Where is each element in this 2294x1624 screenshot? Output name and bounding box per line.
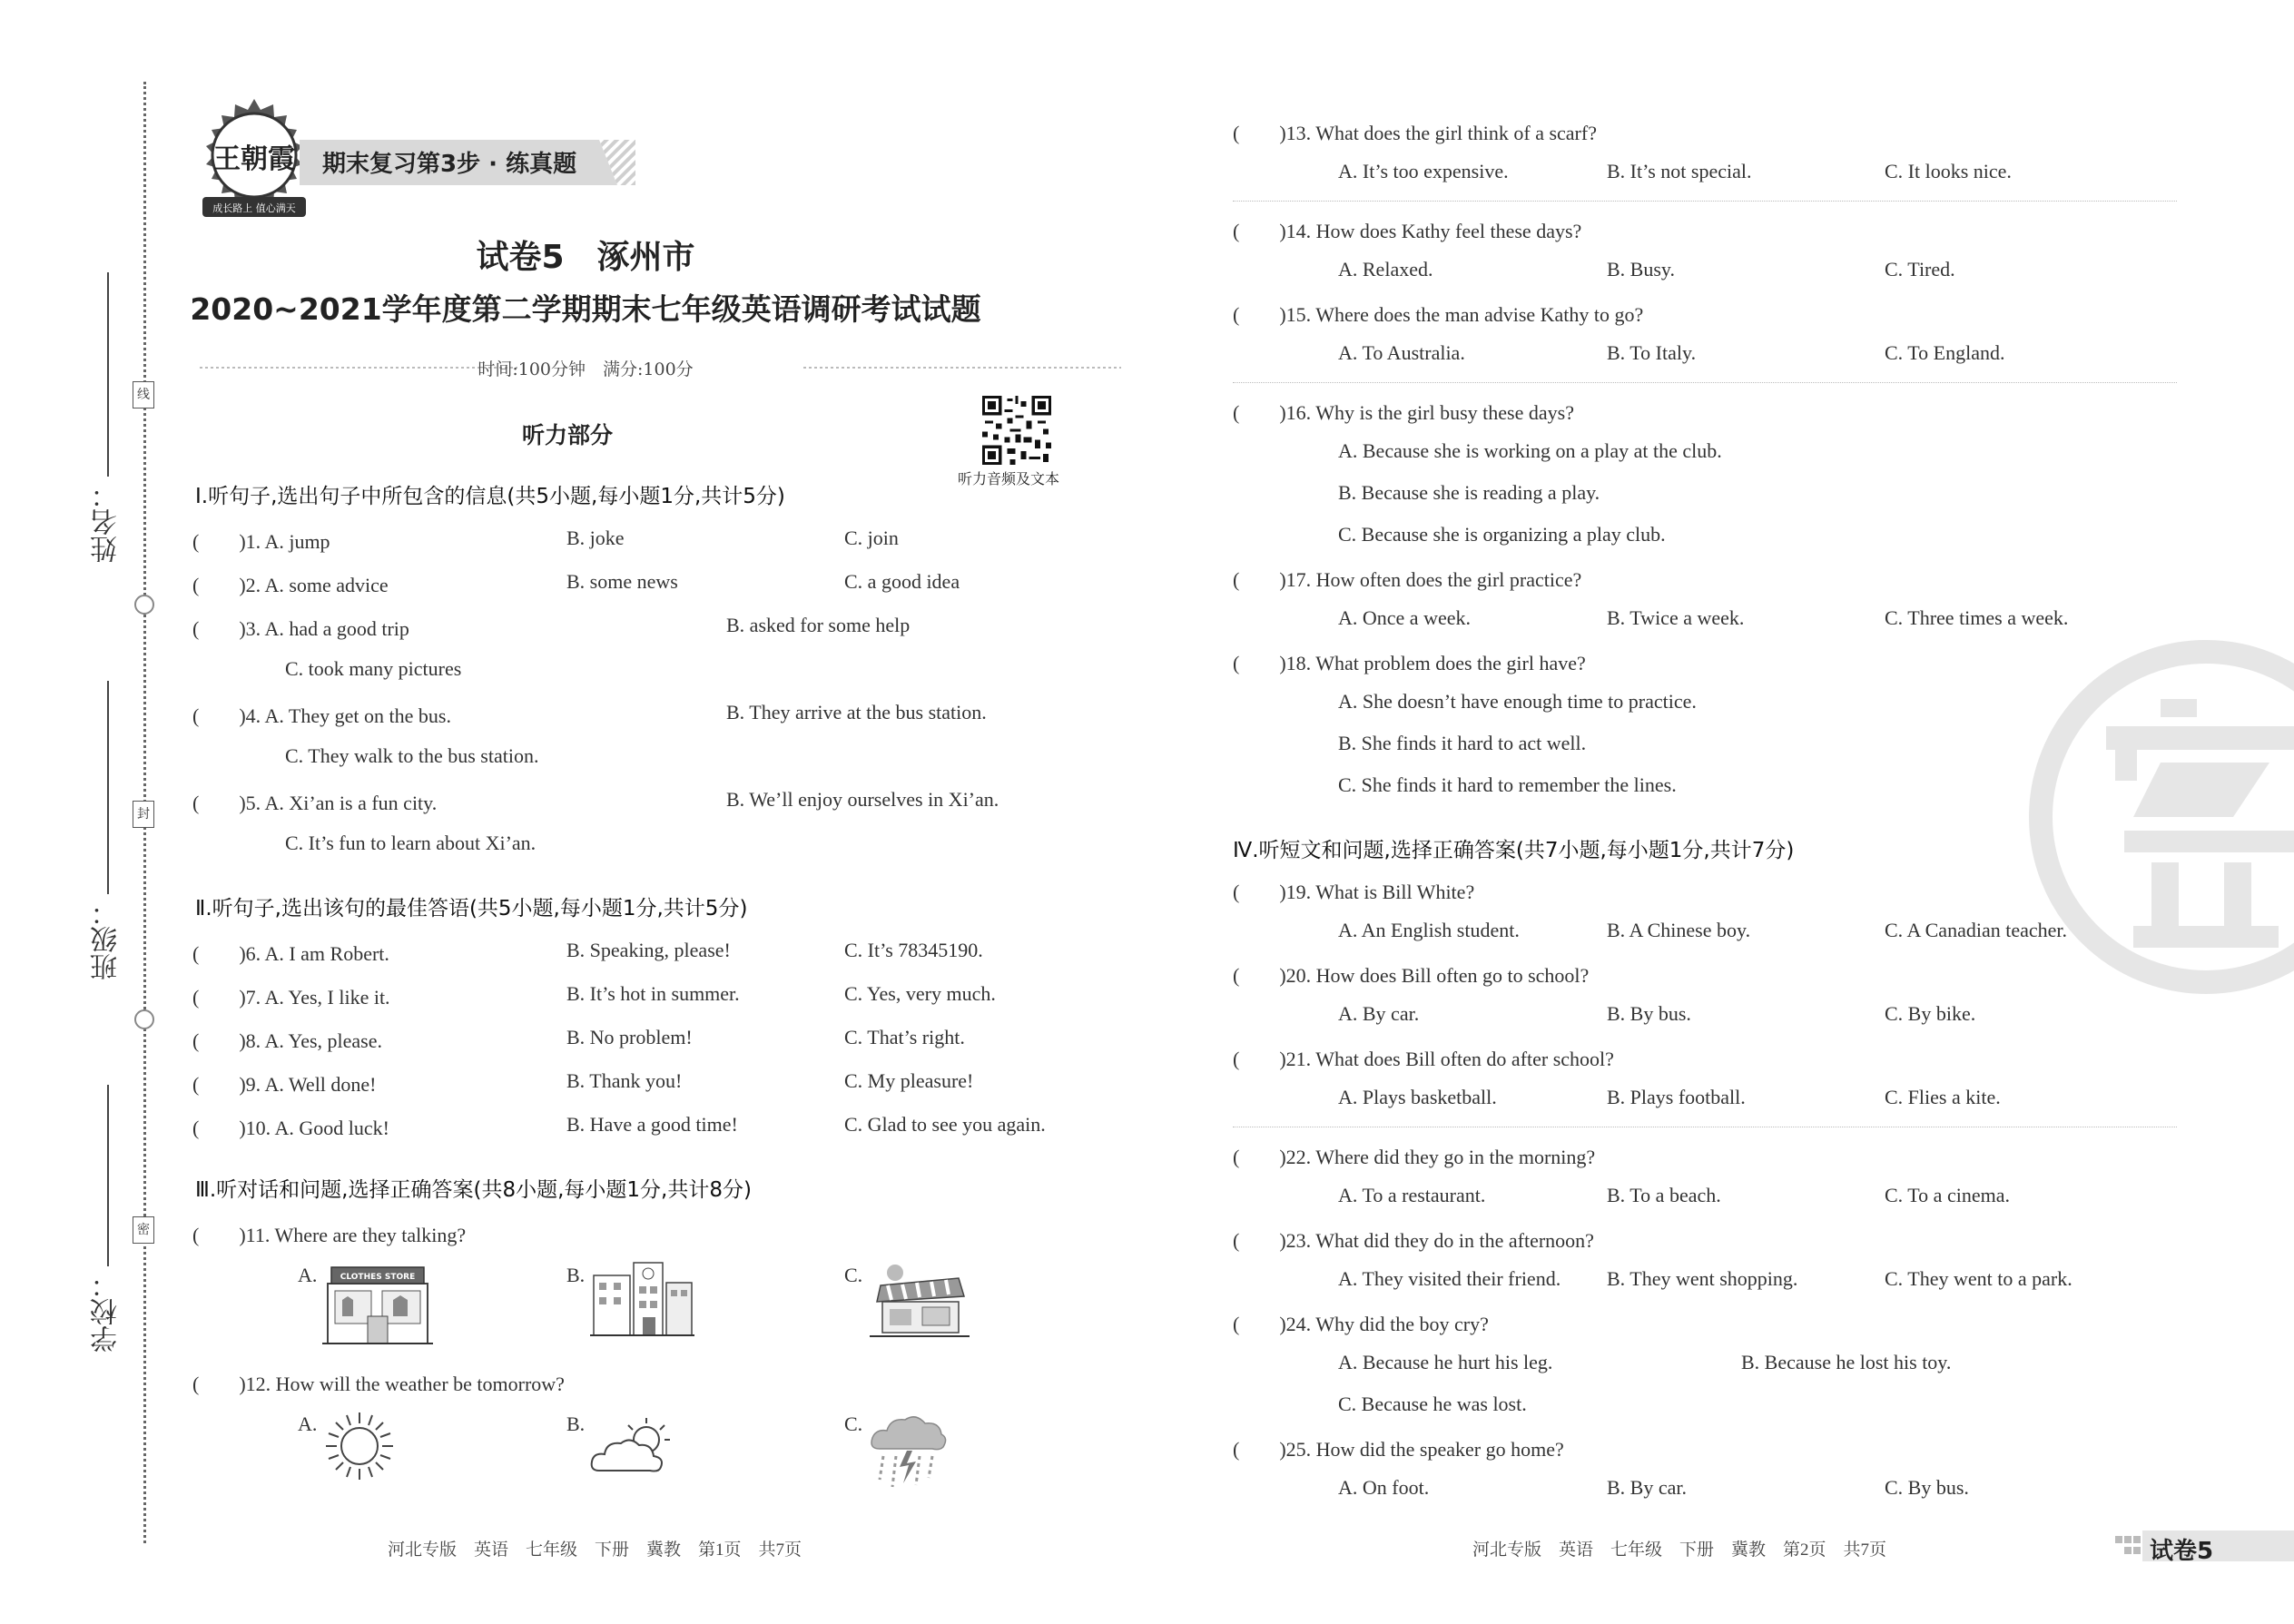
question-9: ( )9. A. Well done! (192, 1073, 377, 1096)
question-16: ( )16. Why is the girl busy these days? (1233, 401, 1574, 424)
q15-option-b: B. To Italy. (1607, 341, 1697, 364)
section-4-heading: Ⅳ.听短文和问题,选择正确答案(共7小题,每小题1分,共计7分) (1233, 839, 1795, 862)
q9-option-b: B. Thank you! (566, 1069, 683, 1092)
qr-caption: 听力音频及文本 (958, 470, 1060, 487)
paper-tag: 试卷5 (2150, 1538, 2214, 1565)
q3-option-c: C. took many pictures (285, 657, 462, 680)
q1-option-c: C. join (844, 527, 899, 549)
q19-option-c: C. A Canadian teacher. (1885, 919, 2067, 941)
q17-option-b: B. Twice a week. (1607, 606, 1745, 629)
q15-option-c: C. To England. (1885, 341, 2005, 364)
q25-option-c: C. By bus. (1885, 1476, 1969, 1499)
q4-option-b: B. They arrive at the bus station. (726, 701, 987, 723)
question-25: ( )25. How did the speaker go home? (1233, 1438, 1564, 1461)
question-23: ( )23. What did they do in the afternoon? (1233, 1229, 1594, 1252)
q23-option-b: B. They went shopping. (1607, 1267, 1798, 1290)
question-13: ( )13. What does the girl think of a scarf? (1233, 122, 1597, 144)
q15-option-a: A. To Australia. (1338, 341, 1465, 364)
question-12: ( )12. How will the weather be tomorrow? (192, 1373, 565, 1395)
divider (1233, 382, 2177, 383)
confidential-seal-watermark-icon (2024, 635, 2294, 999)
question-21: ( )21. What does Bill often do after school? (1233, 1048, 1614, 1070)
margin-hole-icon (134, 595, 154, 615)
q18-option-b: B. She finds it hard to act well. (1338, 732, 1587, 754)
paper-title: 试卷5 涿州市 (476, 239, 695, 276)
q18-option-a: A. She doesn’t have enough time to practice. (1338, 690, 1697, 713)
class-field[interactable] (107, 681, 109, 894)
question-10: ( )10. A. Good luck! (192, 1117, 389, 1139)
q16-option-b: B. Because she is reading a play. (1338, 481, 1600, 504)
divider (1233, 201, 2177, 202)
section-2-heading: Ⅱ.听句子,选出该句的最佳答语(共5小题,每小题1分,共计5分) (195, 897, 748, 920)
q14-option-a: A. Relaxed. (1338, 258, 1433, 281)
class-label: 班级： (91, 899, 123, 980)
question-2: ( )2. A. some advice (192, 574, 389, 596)
logo-ribbon: 成长路上 值心满天 (212, 202, 296, 214)
question-20: ( )20. How does Bill often go to school? (1233, 964, 1590, 987)
question-14: ( )14. How does Kathy feel these days? (1233, 220, 1582, 242)
q2-option-b: B. some news (566, 570, 678, 593)
paper-subtitle: 2020~2021学年度第二学期期末七年级英语调研考试试题 (190, 291, 981, 327)
q10-option-b: B. Have a good time! (566, 1113, 738, 1136)
question-8: ( )8. A. Yes, please. (192, 1029, 382, 1052)
q13-option-a: A. It’s too expensive. (1338, 160, 1509, 182)
school-field[interactable] (107, 1085, 109, 1266)
question-22: ( )22. Where did they go in the morning? (1233, 1146, 1596, 1168)
q20-option-a: A. By car. (1338, 1002, 1420, 1025)
question-15: ( )15. Where does the man advise Kathy to go? (1233, 303, 1644, 326)
section-3-heading: Ⅲ.听对话和问题,选择正确答案(共8小题,每小题1分,共计8分) (195, 1178, 752, 1202)
qr-code-icon[interactable] (982, 396, 1051, 465)
clothes-store-icon (322, 1264, 433, 1347)
question-24: ( )24. Why did the boy cry? (1233, 1313, 1489, 1335)
q7-option-b: B. It’s hot in summer. (566, 982, 740, 1005)
q12-option-a: A. (298, 1412, 318, 1435)
listening-heading: 听力部分 (521, 422, 613, 448)
q4-option-c: C. They walk to the bus station. (285, 744, 539, 767)
q13-option-b: B. It’s not special. (1607, 160, 1752, 182)
question-7: ( )7. A. Yes, I like it. (192, 986, 390, 1009)
q7-option-c: C. Yes, very much. (844, 982, 996, 1005)
question-3: ( )3. A. had a good trip (192, 617, 409, 640)
q14-option-c: C. Tired. (1885, 258, 1955, 281)
q19-option-b: B. A Chinese boy. (1607, 919, 1751, 941)
q12-option-c: C. (844, 1412, 863, 1435)
q11-option-a: A. (298, 1264, 318, 1286)
margin-hole-icon (134, 1009, 154, 1029)
q11-option-c: C. (844, 1264, 863, 1286)
q19-option-a: A. An English student. (1338, 919, 1520, 941)
q6-option-b: B. Speaking, please! (566, 939, 731, 961)
question-11: ( )11. Where are they talking? (192, 1224, 467, 1246)
section-1-heading: Ⅰ.听句子,选出句子中所包含的信息(共5小题,每小题1分,共计5分) (195, 485, 785, 508)
q21-option-b: B. Plays football. (1607, 1086, 1746, 1108)
q18-option-c: C. She finds it hard to remember the lines. (1338, 773, 1677, 796)
q5-option-b: B. We’ll enjoy ourselves in Xi’an. (726, 788, 999, 811)
q9-option-c: C. My pleasure! (844, 1069, 974, 1092)
rainy-storm-icon (867, 1409, 949, 1491)
q22-option-c: C. To a cinema. (1885, 1184, 2010, 1206)
q24-option-b: B. Because he lost his toy. (1741, 1351, 1952, 1373)
q25-option-a: A. On foot. (1338, 1476, 1430, 1499)
q23-option-a: A. They visited their friend. (1338, 1267, 1561, 1290)
logo-text: 王朝霞 (213, 143, 295, 175)
q17-option-a: A. Once a week. (1338, 606, 1471, 629)
question-5: ( )5. A. Xi’an is a fun city. (192, 792, 438, 814)
sunny-icon (322, 1409, 397, 1483)
q24-option-a: A. Because he hurt his leg. (1338, 1351, 1553, 1373)
q11-option-b: B. (566, 1264, 586, 1286)
cloudy-icon (588, 1416, 679, 1480)
market-stall-icon (870, 1262, 970, 1345)
question-1: ( )1. A. jump (192, 530, 330, 553)
q10-option-c: C. Glad to see you again. (844, 1113, 1046, 1136)
q2-option-c: C. a good idea (844, 570, 960, 593)
q1-option-b: B. joke (566, 527, 625, 549)
q5-option-c: C. It’s fun to learn about Xi’an. (285, 832, 537, 854)
question-4: ( )4. A. They get on the bus. (192, 704, 451, 727)
q16-option-c: C. Because she is organizing a play club. (1338, 523, 1666, 546)
seal-char-feng: 封 (133, 801, 154, 828)
q20-option-b: B. By bus. (1607, 1002, 1691, 1025)
q14-option-b: B. Busy. (1607, 258, 1675, 281)
question-6: ( )6. A. I am Robert. (192, 942, 389, 965)
q16-option-a: A. Because she is working on a play at the club. (1338, 439, 1722, 462)
q24-option-c: C. Because he was lost. (1338, 1393, 1527, 1415)
store-sign-text: CLOTHES STORE (340, 1273, 416, 1282)
banner-title: 期末复习第3步 · 练真题 (322, 151, 577, 178)
name-label: 姓名： (91, 481, 123, 563)
seal-char-mi: 密 (133, 1216, 154, 1244)
q21-option-c: C. Flies a kite. (1885, 1086, 2001, 1108)
q21-option-a: A. Plays basketball. (1338, 1086, 1497, 1108)
question-18: ( )18. What problem does the girl have? (1233, 652, 1586, 674)
question-17: ( )17. How often does the girl practice? (1233, 568, 1582, 591)
question-19: ( )19. What is Bill White? (1233, 881, 1475, 903)
footer-right: 河北专版 英语 七年级 下册 冀教 第2页 共7页 (1472, 1540, 1886, 1560)
footer-left: 河北专版 英语 七年级 下册 冀教 第1页 共7页 (387, 1540, 802, 1560)
q23-option-c: C. They went to a park. (1885, 1267, 2072, 1290)
seal-char-xian: 线 (133, 381, 154, 408)
q20-option-c: C. By bike. (1885, 1002, 1976, 1025)
q12-option-b: B. (566, 1412, 586, 1435)
q6-option-c: C. It’s 78345190. (844, 939, 983, 961)
q25-option-b: B. By car. (1607, 1476, 1687, 1499)
q22-option-a: A. To a restaurant. (1338, 1184, 1486, 1206)
q3-option-b: B. asked for some help (726, 614, 911, 636)
street-buildings-icon (590, 1257, 694, 1339)
q17-option-c: C. Three times a week. (1885, 606, 2069, 629)
q8-option-c: C. That’s right. (844, 1026, 965, 1048)
tag-pattern-icon (2115, 1534, 2142, 1558)
q13-option-c: C. It looks nice. (1885, 160, 2012, 182)
q8-option-b: B. No problem! (566, 1026, 693, 1048)
q22-option-b: B. To a beach. (1607, 1184, 1721, 1206)
time-score-info: 时间:100分钟 满分:100分 (478, 359, 694, 379)
school-label: 学校： (91, 1271, 123, 1353)
